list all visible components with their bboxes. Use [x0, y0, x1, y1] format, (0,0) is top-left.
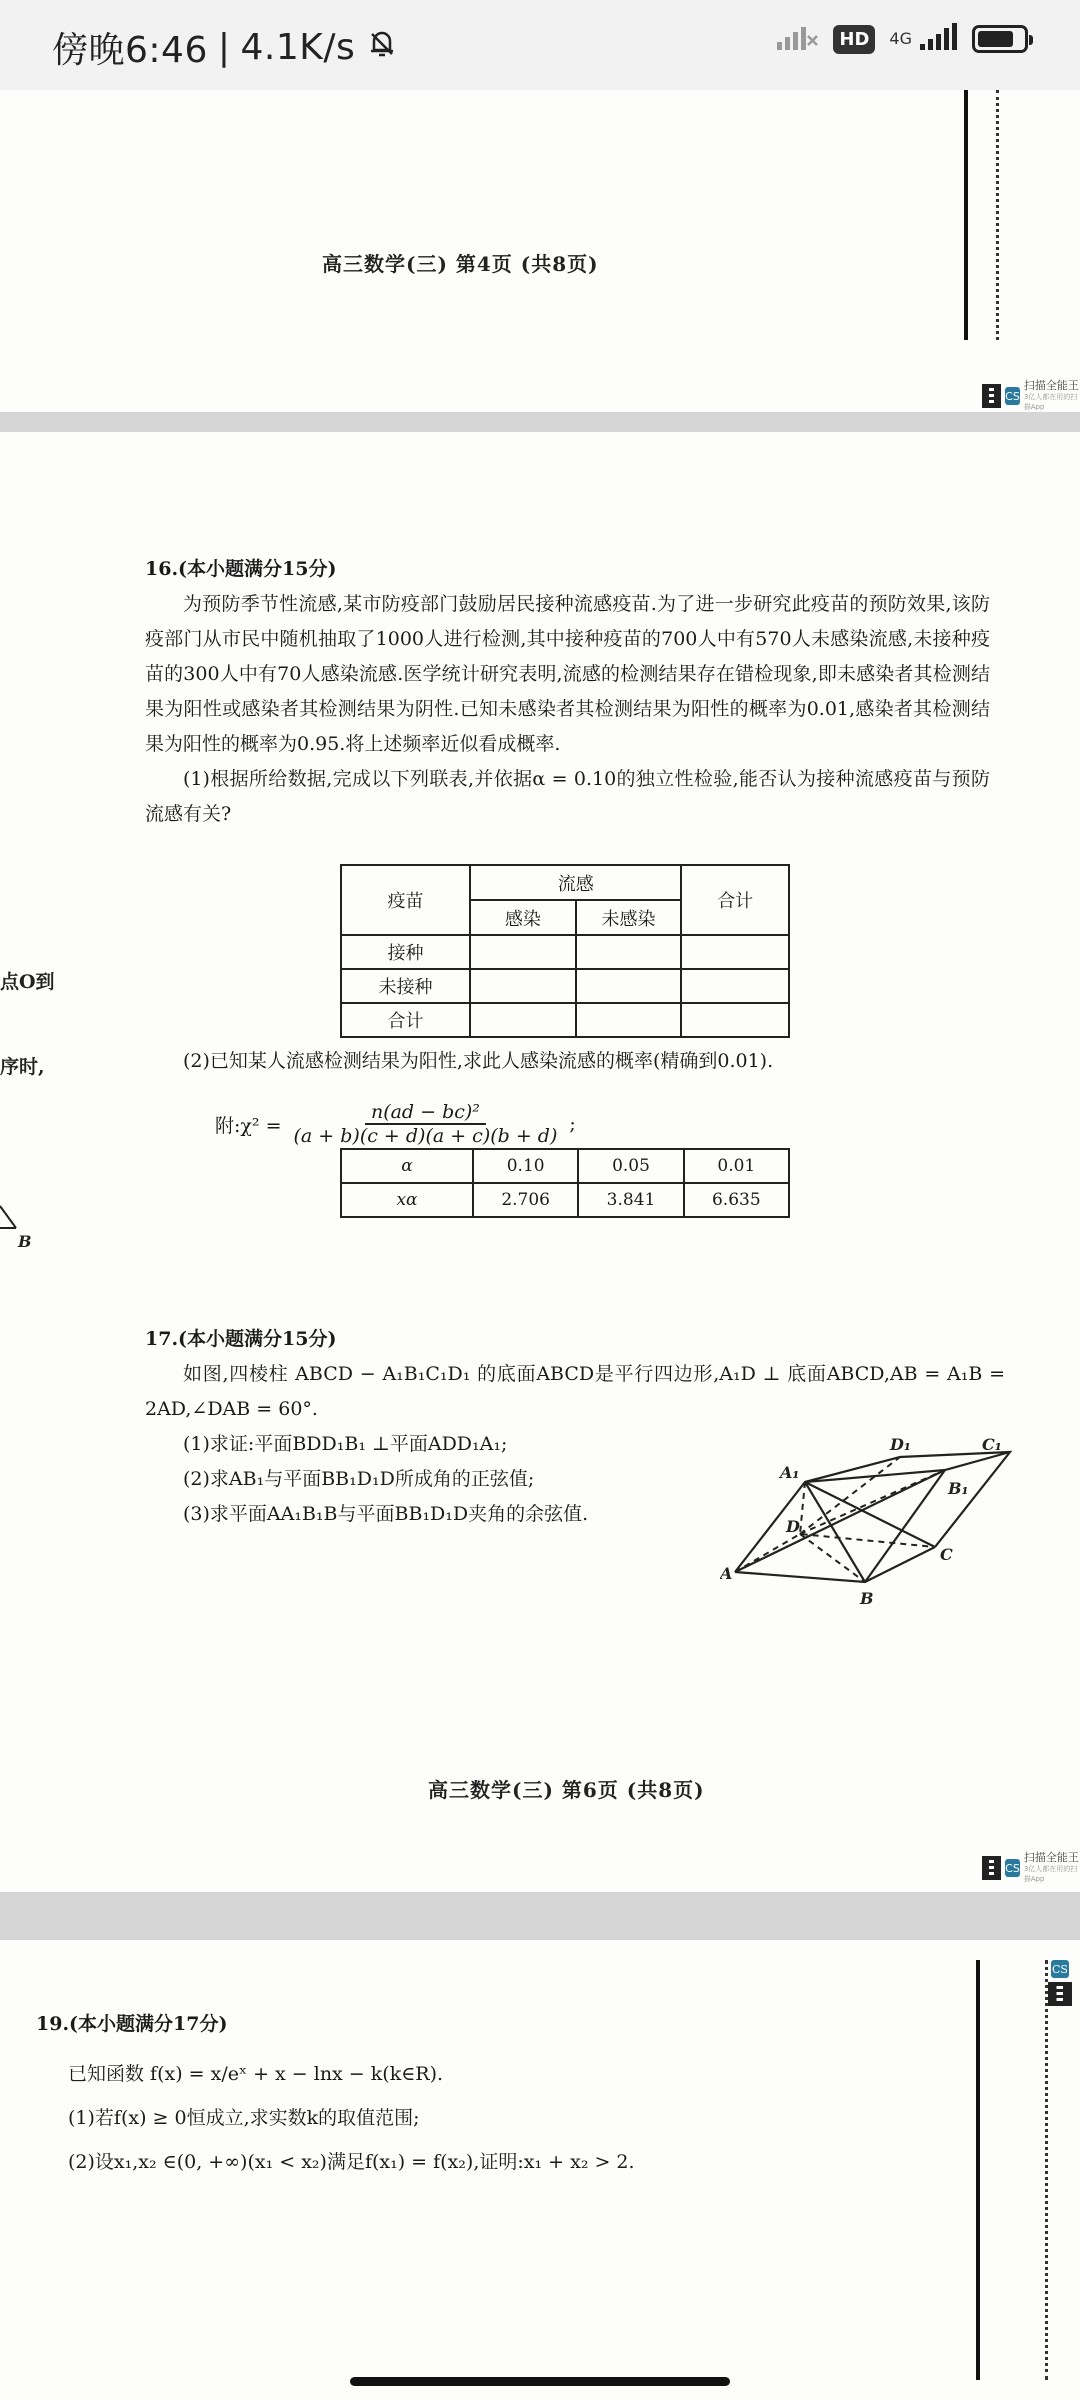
page-8	[0, 1940, 1080, 2400]
table-cell	[681, 969, 789, 1003]
network-speed: 4.1K/s	[240, 27, 356, 68]
critical-value: 2.706	[473, 1183, 578, 1217]
figure-label-c1: C₁	[982, 1435, 1002, 1454]
status-right	[775, 22, 1028, 56]
table-cell	[576, 935, 682, 969]
scan-badge-subtext: 3亿人都在用的扫描App	[1023, 1865, 1078, 1883]
margin-text-1: 点O到	[0, 971, 55, 993]
scan-badge	[982, 380, 1080, 412]
question-17-heading: 17.(本小题满分15分)	[145, 1328, 337, 1350]
signal-strong-icon	[918, 22, 958, 56]
network-type: 4G	[889, 29, 912, 48]
page-6	[0, 432, 1080, 1892]
battery-fill	[978, 31, 1013, 47]
status-bar	[0, 0, 1080, 90]
question-16-part-2-block	[183, 1044, 983, 1079]
figure-label-b: B	[860, 1589, 874, 1608]
header-vaccine: 疫苗	[341, 865, 470, 935]
question-19-content	[68, 2052, 948, 2184]
question-17-part-2: (2)求AB₁与平面BB₁D₁D所成角的正弦值;	[183, 1468, 535, 1490]
qr-code-icon	[982, 1856, 1001, 1880]
camscanner-logo-icon: CS	[1005, 387, 1020, 405]
camscanner-logo-icon: CS	[1005, 1859, 1020, 1877]
figure-label-d1: D₁	[890, 1435, 911, 1454]
table-cell	[681, 1003, 789, 1037]
question-19	[36, 2005, 936, 2043]
formula-denominator: (a + b)(c + d)(a + c)(b + d)	[293, 1125, 558, 1147]
margin-text-2: 序时,	[0, 1056, 45, 1078]
table-cell	[470, 935, 576, 969]
question-16	[145, 552, 990, 832]
page-4	[0, 90, 1080, 412]
question-17	[145, 1322, 1005, 1427]
signal-weak-icon	[775, 22, 819, 56]
figure-label-b1: B₁	[948, 1479, 969, 1498]
alpha-header-value: 0.05	[578, 1149, 683, 1183]
question-17-body: 如图,四棱柱 ABCD − A₁B₁C₁D₁ 的底面ABCD是平行四边形,A₁D ⊥ 底面ABCD,AB = A₁B = 2AD,∠DAB = 60°.	[145, 1363, 1005, 1420]
alpha-header-value: 0.10	[473, 1149, 578, 1183]
figure-label-a1: A₁	[780, 1463, 800, 1482]
binding-line	[976, 1960, 980, 2380]
header-uninfected: 未感染	[576, 900, 682, 935]
rotated-scan-badge	[1048, 1960, 1072, 2070]
scan-badge-text-group	[1024, 1852, 1080, 1884]
margin-figure-fragment	[0, 1202, 20, 1232]
alpha-header-value: 0.01	[684, 1149, 789, 1183]
table-cell	[576, 1003, 682, 1037]
alpha-table	[340, 1148, 790, 1218]
alpha-header-label: α	[341, 1149, 473, 1183]
table-cell	[681, 935, 789, 969]
question-19-part-1: (1)若f(x) ≥ 0恒成立,求实数k的取值范围;	[68, 2107, 420, 2129]
question-19-body: 已知函数 f(x) = x/eˣ + x − lnx − k(k∈R).	[68, 2063, 444, 2085]
figure-label-a: A	[720, 1564, 733, 1583]
question-16-part-2: (2)已知某人流感检测结果为阳性,求此人感染流感的概率(精确到0.01).	[183, 1050, 774, 1072]
formula-prefix: 附:χ² =	[215, 1114, 282, 1137]
hd-badge: HD	[833, 25, 875, 54]
contingency-table	[340, 864, 790, 1038]
question-19-part-2: (2)设x₁,x₂ ∈(0, +∞)(x₁ < x₂)满足f(x₁) = f(x₂),证明:x₁ + x₂ > 2.	[68, 2151, 635, 2173]
question-16-heading: 16.(本小题满分15分)	[145, 558, 337, 580]
binding-line	[964, 90, 968, 340]
page-4-footer: 高三数学(三) 第4页 (共8页)	[322, 252, 599, 276]
figure-label-c: C	[940, 1545, 953, 1564]
scan-badge	[982, 1852, 1080, 1884]
table-cell	[470, 969, 576, 1003]
header-infected: 感染	[470, 900, 576, 935]
scan-badge-text: 扫描全能王	[1023, 1851, 1079, 1864]
bell-muted-icon	[365, 26, 399, 69]
scan-badge-text: 扫描全能王	[1023, 379, 1079, 392]
row-label-total: 合计	[341, 1003, 470, 1037]
table-cell	[576, 969, 682, 1003]
scan-badge-text-group	[1024, 380, 1080, 412]
row-label-vaccinated: 接种	[341, 935, 470, 969]
page-6-footer: 高三数学(三) 第6页 (共8页)	[428, 1778, 705, 1802]
formula-numerator: n(ad − bc)²	[365, 1101, 486, 1125]
question-17-parts	[183, 1427, 703, 1532]
row-label-unvaccinated: 未接种	[341, 969, 470, 1003]
question-17-part-3: (3)求平面AA₁B₁B与平面BB₁D₁D夹角的余弦值.	[183, 1503, 589, 1525]
question-16-part-1: (1)根据所给数据,完成以下列联表,并依据α = 0.10的独立性检验,能否认为接种流感疫苗与预防流感有关?	[145, 768, 990, 825]
header-total: 合计	[681, 865, 789, 935]
critical-value: 6.635	[684, 1183, 789, 1217]
formula-suffix: ;	[569, 1113, 576, 1135]
status-separator: |	[217, 27, 231, 68]
figure-label-d: D	[786, 1517, 800, 1536]
scan-badge-subtext: 3亿人都在用的扫描App	[1023, 393, 1078, 411]
question-17-part-1: (1)求证:平面BDD₁B₁ ⊥平面ADD₁A₁;	[183, 1433, 508, 1455]
header-flu: 流感	[470, 865, 681, 900]
table-cell	[470, 1003, 576, 1037]
cut-line	[996, 90, 999, 340]
status-left	[52, 22, 399, 73]
prism-figure	[720, 1432, 1020, 1612]
question-16-body: 为预防季节性流感,某市防疫部门鼓励居民接种流感疫苗.为了进一步研究此疫苗的预防效果,该防疫部门从市民中随机抽取了1000人进行检测,其中接种疫苗的700人中有570人未感染流感,未接种疫苗的300人中有70人感染流感.医学统计研究表明,流感的检测结果存在错检现象,即未感染者其检测结果为阳性或感染者其检测结果为阴性.已知未感染者其检测结果为阳性的概率为0.01,感染者其检测结果为阳性的概率为0.95.将上述频率近似看成概率.	[145, 593, 990, 755]
qr-code-icon	[1048, 1982, 1072, 2006]
battery-icon	[972, 25, 1028, 53]
camscanner-logo-icon: CS	[1051, 1960, 1069, 1978]
home-indicator[interactable]	[350, 2377, 730, 2386]
critical-value: 3.841	[578, 1183, 683, 1217]
margin-text-3: B	[18, 1232, 32, 1251]
question-19-heading: 19.(本小题满分17分)	[36, 2013, 228, 2035]
status-time: 傍晚6:46	[52, 30, 208, 71]
qr-code-icon	[982, 384, 1001, 408]
critical-value-label: xα	[341, 1183, 473, 1217]
formula-fraction	[288, 1101, 564, 1147]
